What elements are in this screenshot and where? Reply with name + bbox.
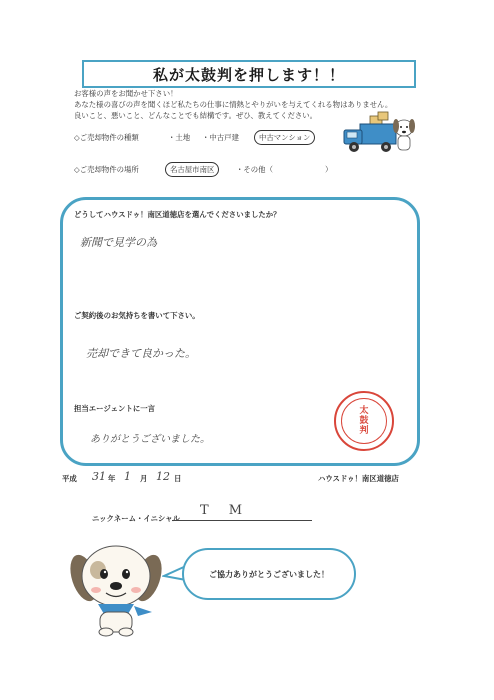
intro-line-3: 良いこと、悪いこと、どんなことでも結構です。ぜひ、教えてください。 — [74, 111, 318, 120]
taikoban-stamp — [334, 391, 394, 451]
option-used-house: ・中古戸建 — [202, 133, 239, 142]
property-type-label: ◇ご売却物件の種類 — [74, 133, 139, 142]
question-message-agent: 担当エージェントに一言 — [74, 404, 156, 413]
other-close: ） — [325, 165, 333, 174]
intro-line-2: あなた様の喜びの声を聞くほど私たちの仕事に情熱とやりがいを与えてくれる物はありません。 — [74, 100, 393, 109]
nickname-label: ニックネーム・イニシャル — [92, 514, 180, 523]
stamp-char-3: 判 — [359, 426, 369, 436]
date-day: 12 — [156, 470, 170, 483]
property-location-value: 名古屋市南区 — [165, 162, 219, 177]
delivery-truck-icon — [342, 110, 420, 168]
dog-mascot-icon — [62, 538, 172, 638]
date-year-unit: 年 — [108, 474, 116, 483]
question-feelings: ご契約後のお気持ちを書いて下さい。 — [74, 311, 200, 320]
date-day-unit: 日 — [174, 474, 182, 483]
stamp-char-1: 太 — [359, 406, 369, 416]
option-land: ・土地 — [168, 133, 191, 142]
option-used-condo-circled: 中古マンション — [254, 130, 315, 145]
nickname-underline — [172, 520, 312, 521]
stamp-char-2: 鼓 — [359, 416, 369, 426]
page-title: 私が太鼓判を押します！！ — [82, 60, 416, 88]
store-name: ハウスドゥ！南区道徳店 — [318, 474, 399, 483]
date-era: 平成 — [62, 474, 77, 483]
answer-message-agent: ありがとうございました。 — [90, 434, 210, 445]
intro-line-1: お客様の声をお聞かせ下さい！ — [74, 89, 178, 98]
other-label: ・その他（ — [236, 165, 273, 174]
property-location-label: ◇ご売却物件の場所 — [74, 165, 139, 174]
date-month-unit: 月 — [140, 474, 148, 483]
thanks-speech-bubble: ご協力ありがとうございました！ — [182, 548, 356, 600]
date-month: 1 — [124, 470, 131, 483]
answer-feelings: 売却できて良かった。 — [86, 347, 196, 360]
date-year: 31 — [92, 470, 106, 483]
answer-why-chosen: 新聞で見学の為 — [80, 236, 157, 249]
question-why-chosen: どうしてハウスドゥ！南区道徳店を選んでくださいましたか？ — [74, 210, 281, 219]
nickname-value: T M — [200, 503, 251, 518]
